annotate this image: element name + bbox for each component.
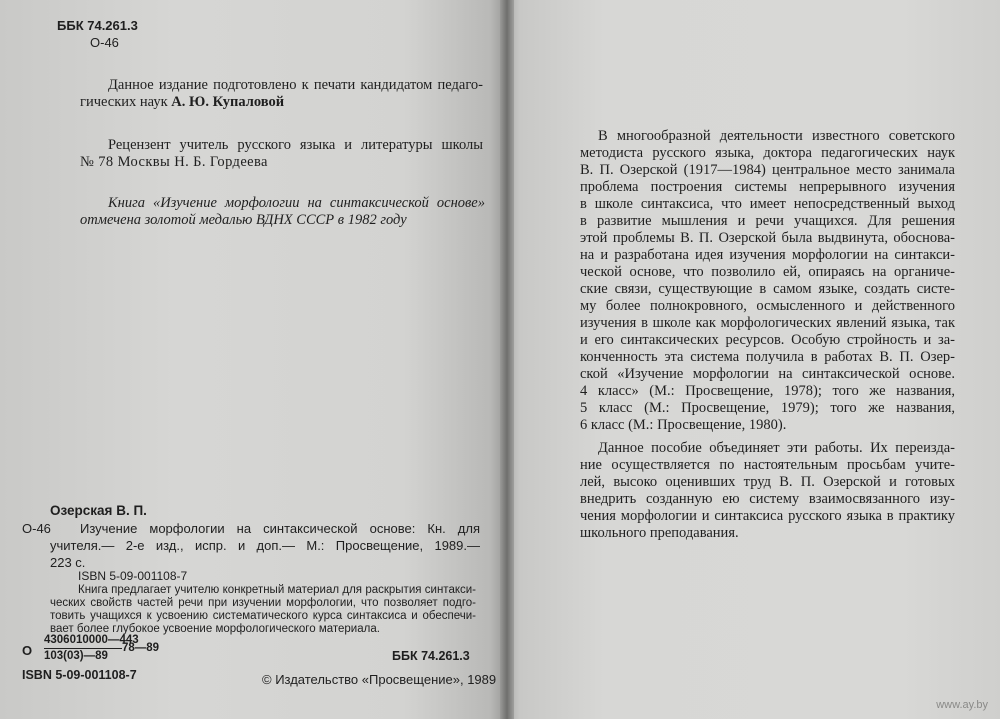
card-title-line-1: Изучение морфологии на синтаксической основе: Кн. для	[80, 521, 480, 536]
formula-denominator: 103(03)—89	[44, 650, 108, 662]
right-para1-line-6: в развитие мышления и речи учащихся. Для решения	[580, 213, 955, 229]
card-abstract-line-1: Книга предлагает учителю конкретный материал для раскрытия синтакси-	[78, 584, 476, 596]
right-para2-line-6: школьного преподавания.	[580, 525, 739, 541]
right-para1-line-16: 4 класс» (М.: Просвещение, 1978); того же названия,	[580, 383, 955, 399]
formula-fraction-bar	[44, 648, 122, 649]
right-para2-line-2: ние осуществляется по настоятельным просьбам учите-	[580, 457, 955, 473]
prepared-by-line-1: Данное издание подготовлено к печати кандидатом педаго-	[108, 77, 483, 93]
right-para2-line-3: лей, высоко оценивших труд В. П. Озерской и готовых	[580, 474, 955, 490]
right-para1-line-2: методиста русского языка, доктора педагогических наук	[580, 145, 955, 161]
formula-suffix: 78—89	[122, 642, 160, 654]
card-code: О-46	[22, 521, 51, 536]
right-para1-line-4: проблема построения системы непрерывного изучения	[580, 179, 955, 195]
right-para1-line-18: 6 класс (М.: Просвещение, 1980).	[580, 417, 787, 433]
card-abstract-line-2: ческих свойств частей речи при изучении морфологии, что позволяет подго-	[50, 597, 476, 609]
bbk-code: ББК 74.261.3	[57, 18, 138, 33]
right-para1-line-15: ской «Изучение морфологии на синтаксической основе.	[580, 366, 955, 382]
card-isbn: ISBN 5-09-001108-7	[78, 569, 188, 583]
card-title-line-2: учителя.— 2-е изд., испр. и доп.— М.: Просвещение, 1989.—	[50, 538, 480, 553]
right-para1-line-10: ские связи, существующие в самом языке, создать систе-	[580, 281, 955, 297]
right-para1-line-9: ческой основе, что позволило ей, опираясь на органиче-	[580, 264, 955, 280]
right-para2-line-5: чения морфологии и синтаксиса русского языка в практику	[580, 508, 955, 524]
editor-name: А. Ю. Купаловой	[171, 94, 285, 110]
right-para1-line-3: В. П. Озерской (1917—1984) центральное место занимала	[580, 162, 955, 178]
right-para1-line-13: и его синтаксических ресурсов. Особую стройность и за-	[580, 332, 955, 348]
right-para1-line-12: изучения в школе как морфологических явлений языка, так	[580, 315, 955, 331]
award-line-1: Книга «Изучение морфологии на синтаксической основе»	[108, 195, 485, 211]
prepared-by-line-2: гических наук А. Ю. Купаловой	[80, 94, 285, 110]
award-line-2: отмечена золотой медалью ВДНХ СССР в 1982 году	[80, 212, 407, 228]
watermark: www.ay.by	[936, 699, 988, 711]
card-author: Озерская В. П.	[50, 503, 147, 518]
card-abstract-line-3: товить учащихся к усвоению систематического курса синтаксиса и обеспечи-	[50, 610, 476, 622]
right-para1-line-5: в школе синтаксиса, что имеет непосредственный выход	[580, 196, 955, 212]
reviewer-line-1: Рецензент учитель русского языка и литературы школы	[108, 137, 483, 153]
formula-numerator: 4306010000—443	[44, 634, 139, 646]
classification-code: О-46	[90, 35, 119, 50]
reviewer-line-2: № 78 Москвы Н. Б. Гордеева	[80, 154, 268, 170]
right-para1-line-7: этой проблемы В. П. Озерской была выдвинута, обоснова-	[580, 230, 955, 246]
book-gutter	[500, 0, 514, 719]
right-para2-line-4: внедрить созданную ею систему взаимосвязанного изу-	[580, 491, 955, 507]
right-para1-line-8: на и разработана идея изучения морфологии на синтакси-	[580, 247, 955, 263]
right-para1-line-17: 5 класс (М.: Просвещение, 1979); того же названия,	[580, 400, 955, 416]
right-para2-line-1: Данное пособие объединяет эти работы. Их переизда-	[598, 440, 955, 456]
right-para1-line-11: му более полнокровного, осмысленного и действенного	[580, 298, 955, 314]
copyright-line: © Издательство «Просвещение», 1989	[262, 672, 497, 687]
formula-letter: О	[22, 643, 33, 658]
card-pages: 223 с.	[50, 555, 86, 570]
bbk-bottom: ББК 74.261.3	[392, 649, 470, 663]
isbn-bottom: ISBN 5-09-001108-7	[22, 668, 137, 682]
card-abstract-line-4: вает более глубокое усвоение морфологического материала.	[50, 623, 380, 635]
right-para1-line-1: В многообразной деятельности известного советского	[598, 128, 955, 144]
right-para1-line-14: конченность эта система получила в работах В. П. Озер-	[580, 349, 955, 365]
